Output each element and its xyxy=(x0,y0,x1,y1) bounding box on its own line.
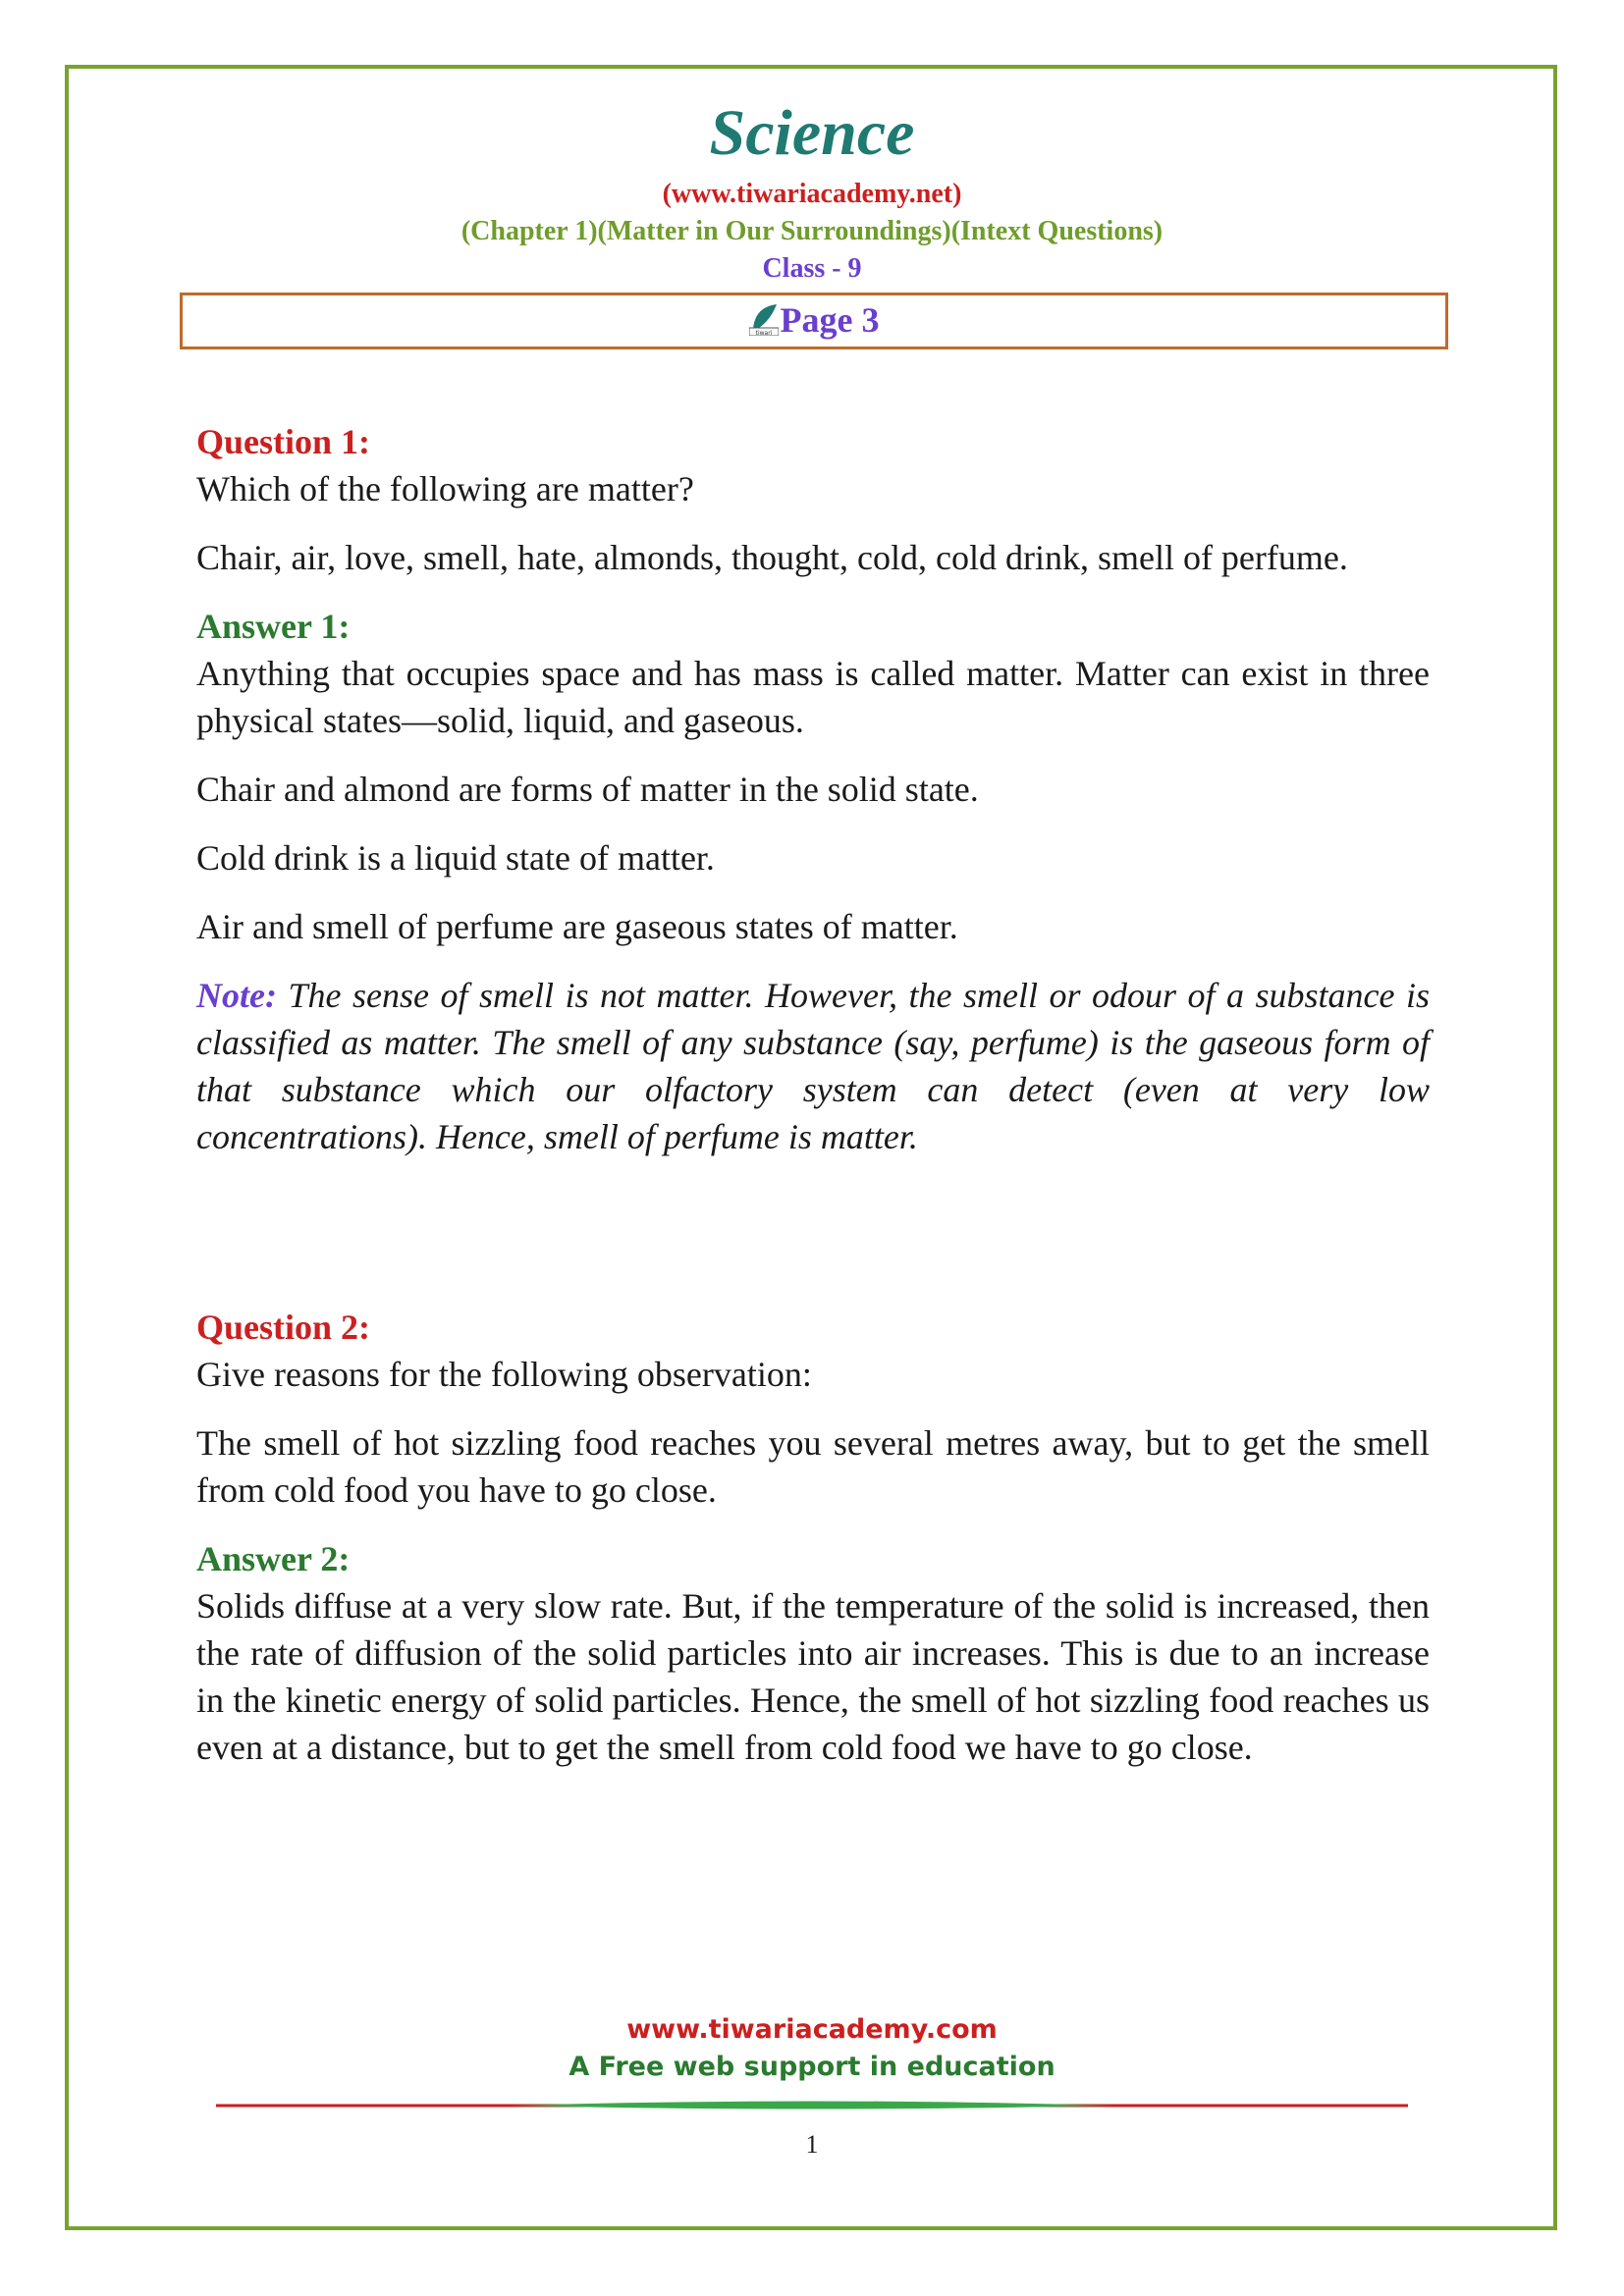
chapter-subtitle: (Chapter 1)(Matter in Our Surroundings)(Intext Questions) xyxy=(460,216,1164,246)
note-text: The sense of smell is not matter. However, the smell or odour of a substance is classified as matter. The smell of any substance (say, perfume) is the gaseous form of that substance which our olfactory system can detect (even at very low concentrations). Hence, smell of perfume is matter. xyxy=(196,976,1430,1156)
answer-1-paragraph: Anything that occupies space and has mass is called matter. Matter can exist in three physical states—solid, liquid, and gaseous. xyxy=(196,654,1430,740)
section-spacer xyxy=(196,1160,1430,1304)
page-number: 1 xyxy=(805,2130,819,2159)
question-2-heading: Question 2: xyxy=(196,1308,371,1347)
answer-2-paragraph: Solids diffuse at a very slow rate. But, if the temperature of the solid is increased, then the rate of diffusion of the solid particles into air increases. This is due to an increase in the kinetic energy of solid particles. Hence, the smell of hot sizzling food reaches us even at a distance, but to get the smell from cold food we have to go close. xyxy=(196,1586,1430,1767)
answer-2-heading: Answer 2: xyxy=(196,1539,351,1578)
page-label-box xyxy=(180,293,1448,349)
content xyxy=(196,418,1430,1792)
note-label: Note: xyxy=(196,976,277,1015)
answer-1-gaseous: Air and smell of perfume are gaseous states of matter. xyxy=(196,907,958,946)
answer-1-note xyxy=(196,972,1430,1160)
footer-tagline: A Free web support in education xyxy=(568,2052,1056,2082)
answer-1-liquid: Cold drink is a liquid state of matter. xyxy=(196,838,715,878)
academy-logo-icon xyxy=(749,302,779,336)
question-1-list: Chair, air, love, smell, hate, almonds, thought, cold, cold drink, smell of perfume. xyxy=(196,538,1348,577)
page-number-label: Page 3 xyxy=(780,300,880,340)
question-2-text: Give reasons for the following observation: xyxy=(196,1355,812,1394)
question-2-observation: The smell of hot sizzling food reaches you several metres away, but to get the smell from cold food you have to go close. xyxy=(196,1423,1430,1510)
header-website[interactable]: (www.tiwariacademy.net) xyxy=(662,179,962,209)
answer-1-heading: Answer 1: xyxy=(196,607,351,646)
question-1-text: Which of the following are matter? xyxy=(196,469,694,508)
page-title: Science xyxy=(709,97,915,169)
footer-website[interactable]: www.tiwariacademy.com xyxy=(626,2014,998,2045)
answer-1-solid: Chair and almond are forms of matter in the solid state. xyxy=(196,770,979,809)
footer-divider xyxy=(216,2099,1408,2112)
class-label: Class - 9 xyxy=(762,253,862,284)
svg-text:tiwari: tiwari xyxy=(755,330,772,336)
question-1-heading: Question 1: xyxy=(196,422,371,461)
